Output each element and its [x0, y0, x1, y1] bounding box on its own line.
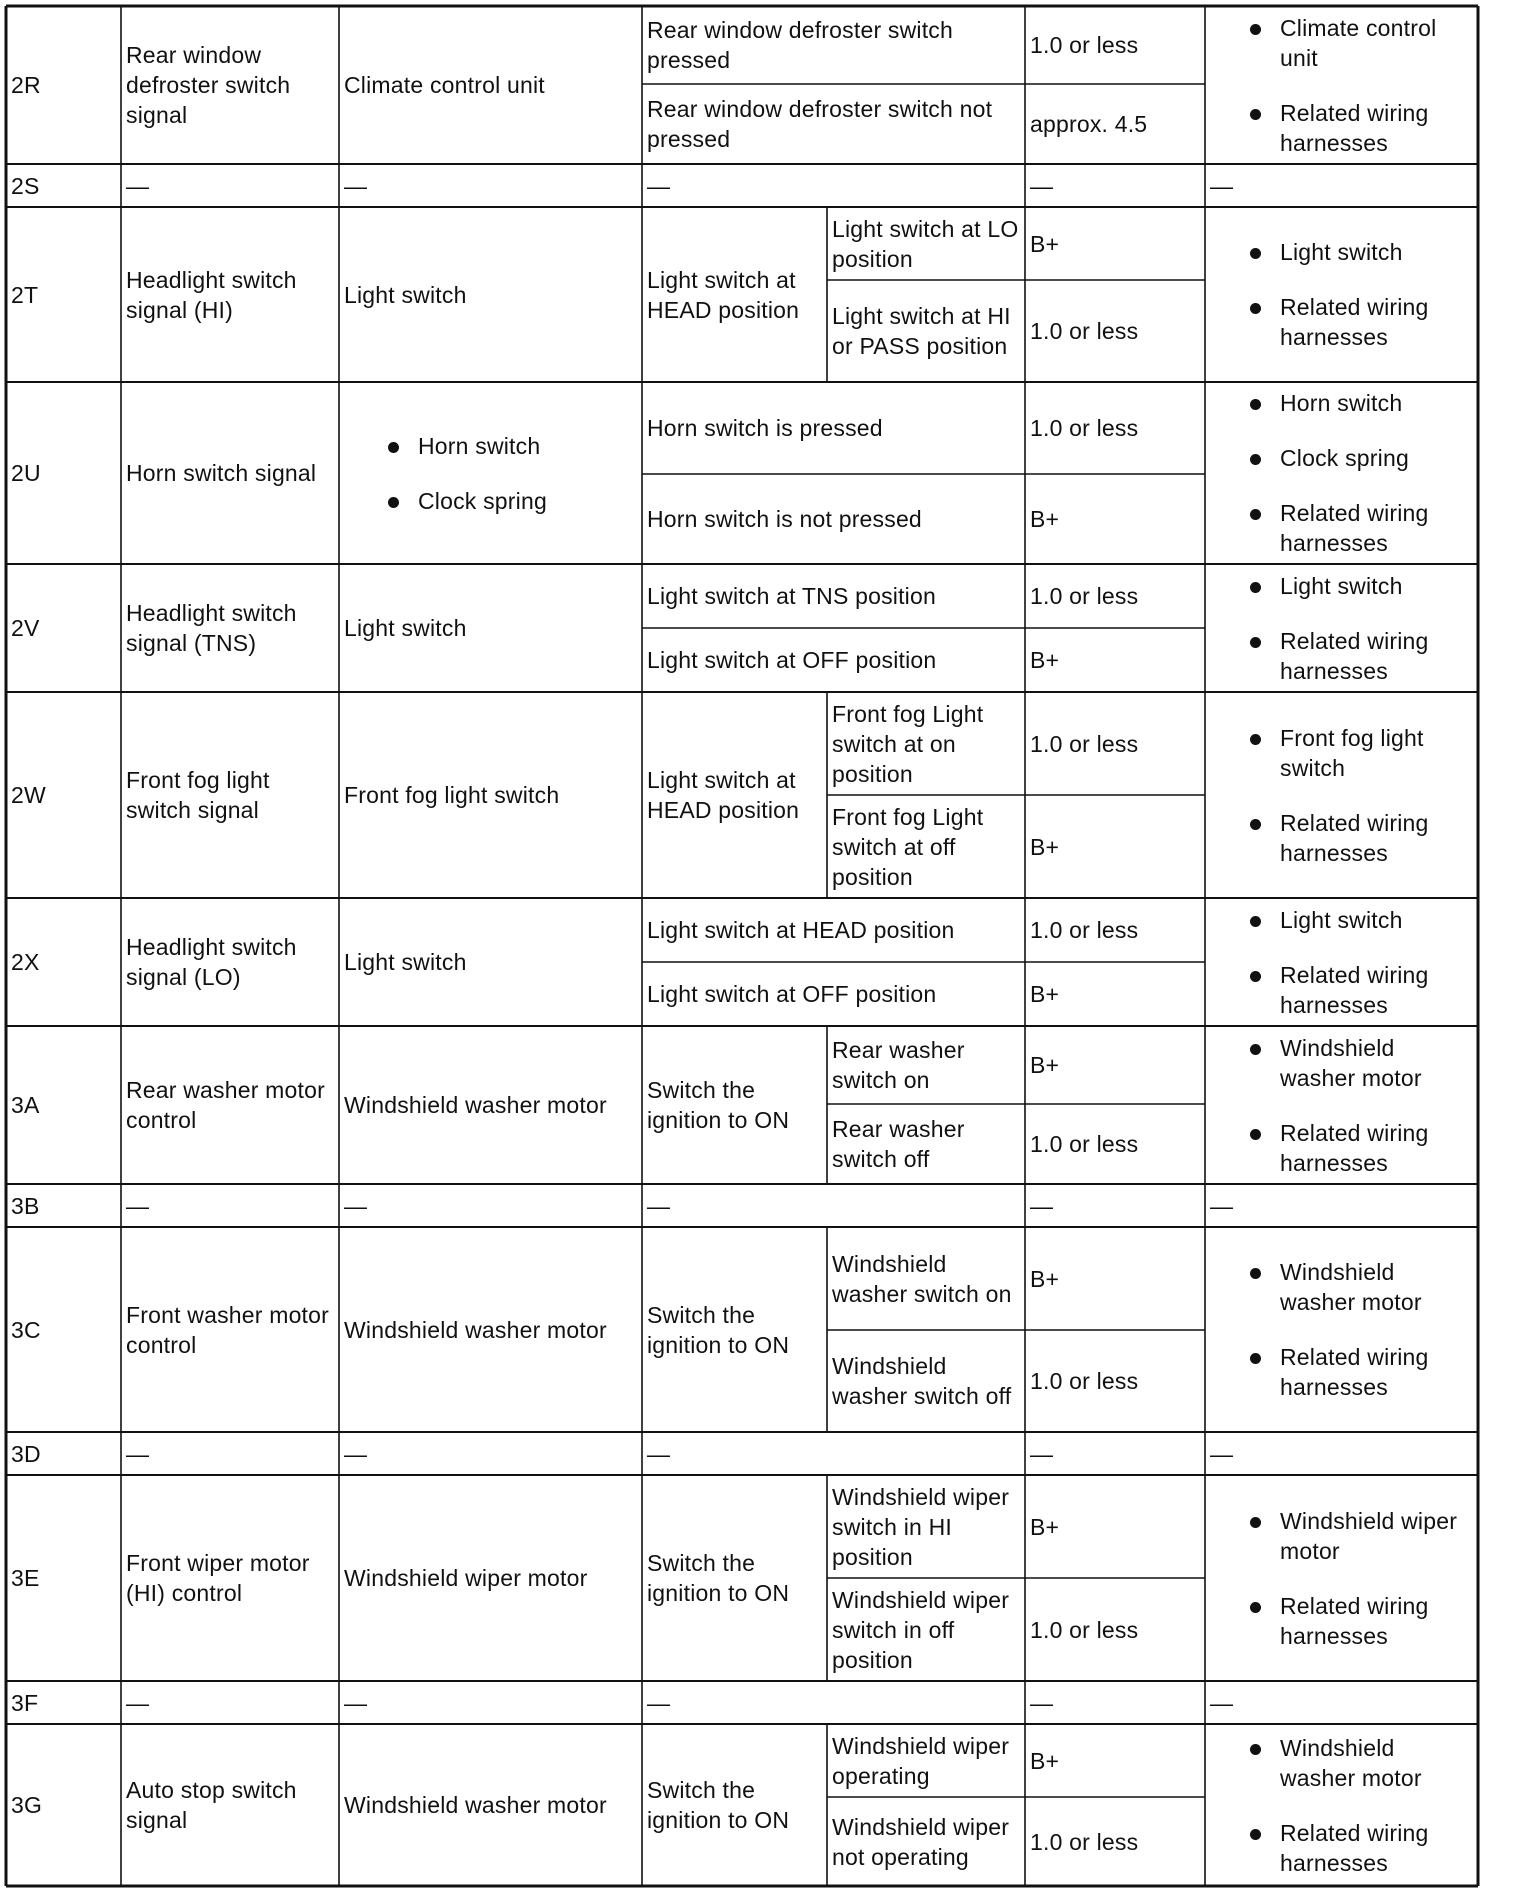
- cell-device: Climate control unit: [344, 72, 545, 98]
- cell-terminal: 2W: [11, 782, 46, 808]
- cell-device: Light switch: [344, 615, 467, 641]
- cell-condition: Light switch at HEAD position: [647, 767, 800, 823]
- cell-connected-to: —: [126, 1689, 150, 1716]
- cell-voltage: B+: [1030, 1747, 1060, 1774]
- cell-voltage: B+: [1030, 506, 1060, 532]
- cell-condition: —: [647, 1689, 671, 1716]
- bullet-icon: [1250, 637, 1261, 648]
- cell-voltage: 1.0 or less: [1030, 1131, 1139, 1157]
- cell-voltage: 1.0 or less: [1030, 583, 1139, 609]
- cell-voltage: 1.0 or less: [1030, 917, 1139, 943]
- cell-voltage: —: [1030, 1440, 1054, 1467]
- cell-voltage: —: [1030, 172, 1054, 199]
- inspection-item: Related wiring harnesses: [1250, 292, 1474, 352]
- cell-terminal: 2S: [11, 172, 40, 199]
- inspection-item: Light switch: [1250, 905, 1474, 935]
- cell-device: [339, 382, 642, 564]
- cell-device: Windshield washer motor: [344, 1092, 607, 1118]
- cell-voltage: 1.0 or less: [1030, 730, 1139, 757]
- inspection-item: Related wiring harnesses: [1250, 1118, 1474, 1178]
- cell-inspection: [1205, 382, 1478, 564]
- cell-device: Front fog light switch: [344, 782, 560, 808]
- cell-inspection: —: [1210, 1440, 1234, 1467]
- inspection-item: Front fog light switch: [1250, 723, 1474, 783]
- bullet-icon: [1250, 1044, 1261, 1055]
- cell-condition: Switch the ignition to ON: [647, 1077, 790, 1133]
- inspection-item: Light switch: [1250, 237, 1474, 267]
- cell-device: —: [344, 1689, 368, 1716]
- bullet-icon: [1250, 971, 1261, 982]
- device-item: Clock spring: [388, 486, 638, 516]
- inspection-item: Light switch: [1250, 571, 1474, 601]
- cell-terminal: 3G: [11, 1792, 43, 1818]
- cell-voltage: 1.0 or less: [1030, 1368, 1139, 1394]
- cell-subcondition: Windshield wiper switch in off position: [832, 1586, 1010, 1673]
- cell-inspection: —: [1210, 172, 1234, 199]
- cell-voltage: 1.0 or less: [1030, 318, 1139, 344]
- bullet-icon: [1250, 454, 1261, 465]
- inspection-item: Windshield washer motor: [1250, 1033, 1474, 1093]
- cell-subcondition: Windshield washer switch on: [832, 1250, 1012, 1307]
- cell-voltage: 1.0 or less: [1030, 1616, 1139, 1643]
- bullet-icon: [1250, 1268, 1261, 1279]
- bullet-icon: [1250, 109, 1261, 120]
- cell-connected-to: —: [126, 172, 150, 199]
- cell-connected-to: Front wiper motor (HI) control: [126, 1550, 310, 1606]
- inspection-item: Windshield washer motor: [1250, 1733, 1474, 1793]
- cell-terminal: 2X: [11, 949, 40, 975]
- cell-condition: Horn switch is not pressed: [647, 506, 922, 532]
- cell-voltage: B+: [1030, 1513, 1060, 1540]
- cell-terminal: 3B: [11, 1192, 40, 1219]
- bullet-icon: [1250, 1517, 1261, 1528]
- cell-inspection: [1205, 1475, 1478, 1681]
- bullet-icon: [1250, 1353, 1261, 1364]
- bullet-icon: [1250, 582, 1261, 593]
- cell-connected-to: —: [126, 1440, 150, 1467]
- bullet-icon: [1250, 303, 1261, 314]
- bullet-icon: [1250, 916, 1261, 927]
- cell-subcondition: Windshield wiper operating: [832, 1732, 1010, 1789]
- cell-subcondition: Windshield washer switch off: [832, 1353, 1012, 1409]
- inspection-item: Climate control unit: [1250, 13, 1474, 73]
- cell-device: Light switch: [344, 949, 467, 975]
- cell-inspection: [1205, 1724, 1478, 1886]
- cell-condition: Rear window defroster switch not pressed: [647, 96, 993, 152]
- cell-inspection: —: [1210, 1192, 1234, 1219]
- cell-condition: Light switch at TNS position: [647, 583, 936, 609]
- device-item: Horn switch: [388, 431, 638, 461]
- cell-terminal: 3C: [11, 1316, 41, 1343]
- inspection-item: Related wiring harnesses: [1250, 1342, 1474, 1402]
- cell-condition: Rear window defroster switch pressed: [647, 17, 953, 73]
- bullet-icon: [388, 497, 399, 508]
- cell-terminal: 3D: [11, 1440, 41, 1467]
- bullet-icon: [1250, 1829, 1261, 1840]
- cell-condition: Light switch at OFF position: [647, 981, 937, 1007]
- cell-voltage: 1.0 or less: [1030, 32, 1139, 58]
- inspection-item: Related wiring harnesses: [1250, 626, 1474, 686]
- cell-terminal: 2V: [11, 615, 40, 641]
- bullet-icon: [1250, 248, 1261, 259]
- cell-subcondition: Rear washer switch on: [832, 1037, 965, 1093]
- cell-terminal: 2T: [11, 281, 39, 308]
- cell-voltage: —: [1030, 1689, 1054, 1716]
- cell-voltage: —: [1030, 1192, 1054, 1219]
- cell-subcondition: Front fog Light switch at off position: [832, 803, 984, 890]
- cell-condition: Switch the ignition to ON: [647, 1301, 790, 1358]
- bullet-icon: [1250, 819, 1261, 830]
- inspection-item: Related wiring harnesses: [1250, 498, 1474, 558]
- cell-terminal: 3A: [11, 1092, 40, 1118]
- cell-voltage: 1.0 or less: [1030, 415, 1139, 441]
- cell-connected-to: Front washer motor control: [126, 1301, 329, 1358]
- cell-inspection: [1205, 207, 1478, 382]
- cell-inspection: [1205, 898, 1478, 1026]
- inspection-item: Related wiring harnesses: [1250, 98, 1474, 158]
- cell-subcondition: Light switch at HI or PASS position: [832, 303, 1011, 359]
- inspection-item: Related wiring harnesses: [1250, 808, 1474, 868]
- inspection-item: Windshield wiper motor: [1250, 1506, 1474, 1566]
- cell-condition: —: [647, 172, 671, 199]
- inspection-item: Clock spring: [1250, 443, 1474, 473]
- cell-device: Windshield wiper motor: [344, 1565, 588, 1591]
- cell-voltage: B+: [1030, 833, 1060, 860]
- cell-connected-to: Rear window defroster switch signal: [126, 42, 291, 128]
- cell-terminal: 2U: [11, 460, 41, 486]
- bullet-icon: [1250, 399, 1261, 410]
- bullet-icon: [1250, 734, 1261, 745]
- cell-device: Light switch: [344, 281, 467, 308]
- cell-condition: Horn switch is pressed: [647, 415, 883, 441]
- cell-connected-to: —: [126, 1192, 150, 1219]
- bullet-icon: [388, 442, 399, 453]
- cell-voltage: B+: [1030, 1052, 1060, 1078]
- cell-subcondition: Windshield wiper not operating: [832, 1813, 1010, 1870]
- cell-voltage: B+: [1030, 1265, 1060, 1292]
- cell-device: —: [344, 172, 368, 199]
- cell-condition: —: [647, 1440, 671, 1467]
- cell-terminal: 2R: [11, 72, 41, 98]
- cell-connected-to: Front fog light switch signal: [126, 767, 270, 823]
- cell-voltage: B+: [1030, 230, 1060, 257]
- inspection-item: Horn switch: [1250, 388, 1474, 418]
- cell-condition: Light switch at OFF position: [647, 647, 937, 673]
- inspection-item: Windshield washer motor: [1250, 1257, 1474, 1317]
- cell-inspection: [1205, 1227, 1478, 1432]
- bullet-icon: [1250, 1602, 1261, 1613]
- inspection-item: Related wiring harnesses: [1250, 1818, 1474, 1878]
- cell-connected-to: Headlight switch signal (TNS): [126, 600, 297, 656]
- cell-condition: Switch the ignition to ON: [647, 1550, 790, 1606]
- cell-subcondition: Light switch at LO position: [832, 215, 1019, 272]
- cell-terminal: 3F: [11, 1689, 39, 1716]
- cell-device: —: [344, 1440, 368, 1467]
- cell-subcondition: Rear washer switch off: [832, 1116, 965, 1172]
- terminal-voltage-table: [6, 6, 1478, 1886]
- cell-condition: Light switch at HEAD position: [647, 917, 955, 943]
- bullet-icon: [1250, 1744, 1261, 1755]
- cell-subcondition: Front fog Light switch at on position: [832, 700, 984, 787]
- cell-device: —: [344, 1192, 368, 1219]
- cell-subcondition: Windshield wiper switch in HI position: [832, 1483, 1010, 1570]
- cell-inspection: [1205, 564, 1478, 692]
- cell-voltage: B+: [1030, 981, 1060, 1007]
- cell-connected-to: Auto stop switch signal: [126, 1777, 297, 1833]
- bullet-icon: [1250, 509, 1261, 520]
- cell-inspection: [1205, 692, 1478, 898]
- cell-inspection: [1205, 6, 1478, 164]
- cell-voltage: approx. 4.5: [1030, 111, 1148, 137]
- cell-connected-to: Horn switch signal: [126, 460, 317, 486]
- cell-condition: —: [647, 1192, 671, 1219]
- cell-inspection: [1205, 1026, 1478, 1184]
- cell-condition: Switch the ignition to ON: [647, 1777, 790, 1833]
- cell-connected-to: Rear washer motor control: [126, 1077, 325, 1133]
- cell-voltage: 1.0 or less: [1030, 1828, 1139, 1855]
- cell-inspection: —: [1210, 1689, 1234, 1716]
- inspection-item: Related wiring harnesses: [1250, 960, 1474, 1020]
- cell-connected-to: Headlight switch signal (LO): [126, 934, 297, 990]
- cell-terminal: 3E: [11, 1565, 40, 1591]
- inspection-item: Related wiring harnesses: [1250, 1591, 1474, 1651]
- cell-device: Windshield washer motor: [344, 1316, 607, 1343]
- bullet-icon: [1250, 1129, 1261, 1140]
- cell-condition: Light switch at HEAD position: [647, 266, 800, 323]
- bullet-icon: [1250, 24, 1261, 35]
- cell-device: Windshield washer motor: [344, 1792, 607, 1818]
- cell-voltage: B+: [1030, 647, 1060, 673]
- cell-connected-to: Headlight switch signal (HI): [126, 266, 297, 323]
